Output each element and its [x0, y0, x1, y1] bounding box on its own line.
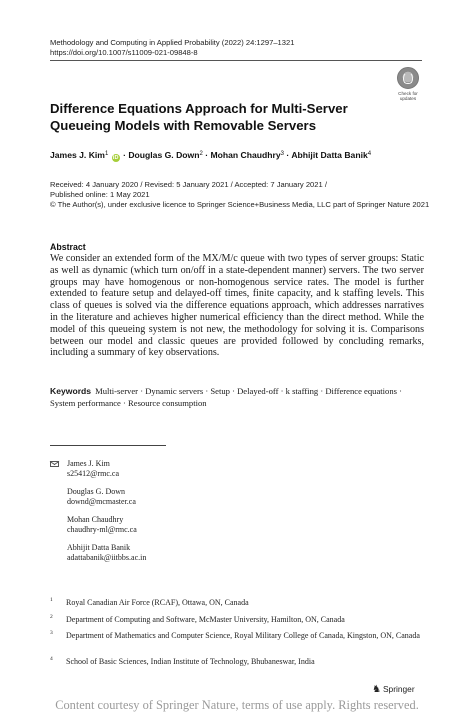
author-affil-ref: 4 — [367, 151, 372, 157]
affiliation-number: 1 — [50, 597, 53, 603]
contact-list — [67, 459, 146, 571]
author-name[interactable]: Mohan Chaudhry — [210, 150, 281, 160]
abstract-heading: Abstract — [50, 242, 86, 252]
affiliation-text: School of Basic Sciences, Indian Institute of Technology, Bhubaneswar, India — [66, 657, 315, 666]
author-affil-ref: 3 — [280, 151, 284, 157]
contact-email[interactable]: adattabanik@iitbbs.ac.in — [67, 553, 147, 562]
author-list — [50, 150, 371, 162]
affiliation-number: 3 — [50, 630, 53, 636]
orcid-icon[interactable]: iD — [112, 155, 119, 161]
contact-name: Abhijit Datta Banik — [67, 543, 131, 552]
keyword: · System performance — [50, 386, 403, 408]
check-updates-label: Check for updates — [398, 91, 418, 101]
contact-entry — [67, 459, 146, 479]
copyright-line: © The Author(s), under exclusive licence to Springer Science+Business Media, LLC part of Springer Nature 2021 — [50, 200, 430, 210]
author-separator: · — [205, 150, 209, 160]
keywords-list — [50, 386, 402, 408]
springer-footer — [372, 684, 415, 695]
contact-name: Mohan Chaudhry — [67, 515, 124, 524]
contact-email[interactable]: chaudhry-ml@rmc.ca — [67, 525, 137, 534]
keyword: · Resource consumption — [120, 397, 207, 408]
contact-entry — [67, 487, 146, 507]
author-separator: · — [286, 150, 290, 160]
author-name[interactable]: Abhijit Datta Banik — [291, 150, 368, 160]
affiliation-text: Royal Canadian Air Force (RCAF), Ottawa, ON, Canada — [66, 598, 249, 607]
affiliation-text: Department of Mathematics and Computer Science, Royal Military College of Canada, Kingston, ON, Canada — [66, 631, 420, 640]
keyword: Multi-server — [95, 386, 139, 396]
publication-dates — [50, 180, 429, 211]
contact-entry — [67, 515, 146, 535]
keywords-block — [50, 386, 424, 409]
keyword: · Setup — [203, 386, 230, 396]
paper-title — [50, 100, 380, 134]
author-affil-ref: 2 — [199, 151, 203, 157]
header-divider — [50, 60, 422, 61]
keywords-heading: Keywords — [50, 386, 92, 396]
publisher-name: Springer — [382, 684, 415, 694]
affiliation-text: Department of Computing and Software, McMaster University, Hamilton, ON, Canada — [66, 615, 345, 624]
journal-header — [50, 38, 294, 58]
contact-name: Douglas G. Down — [67, 487, 125, 496]
author-separator: · — [123, 150, 126, 160]
author-affil-ref: 1 — [104, 151, 109, 157]
keyword: · Dynamic servers — [138, 386, 204, 396]
keyword: · k staffing — [278, 386, 319, 396]
courtesy-banner: Content courtesy of Springer Nature, terms of use apply. Rights reserved. — [55, 698, 419, 712]
affiliation-number: 4 — [50, 656, 53, 662]
contact-email[interactable]: s25412@rmc.ca — [67, 469, 120, 478]
envelope-icon — [50, 461, 59, 467]
author-name[interactable]: James J. Kim — [50, 150, 105, 160]
title-line: Difference Equations Approach for Multi-Server — [50, 101, 348, 116]
author-name[interactable]: Douglas G. Down — [128, 150, 200, 160]
contact-email[interactable]: downd@mcmaster.ca — [67, 497, 136, 506]
doi-link[interactable]: https://doi.org/10.1007/s11009-021-09848-8 — [50, 48, 198, 57]
refresh-icon — [397, 67, 419, 89]
journal-citation: Methodology and Computing in Applied Probability (2022) 24:1297–1321 — [50, 38, 295, 47]
keyword: · Delayed-off — [229, 386, 279, 396]
contact-entry — [67, 543, 146, 563]
check-for-updates-badge[interactable] — [394, 67, 422, 101]
abstract-text: We consider an extended form of the MX/M/c queue with two types of server groups: Static as well as dynamic (which turn on/off in a state-dependent manner) servers. The two server groups may have homogenous or non-homogenous service rates. The model is further extended to feature setup and delayed-off times, finite capacity, and k staffing levels. This class of queues is solved via the difference equations approach, which addresses narratives in the literature and achieves higher numerical efficiency than the direct method. While the model of this queueing system is not new, the methodology for solving it is. Comparisons between our model and classic queues are provided followed by concluding remarks, including a summary of key observations. — [50, 253, 424, 359]
keyword: · Difference equations — [318, 386, 397, 396]
footnote-divider — [50, 445, 166, 446]
contact-name: James J. Kim — [67, 459, 110, 468]
dates-line: Received: 4 January 2020 / Revised: 5 January 2021 / Accepted: 7 January 2021 / — [50, 180, 327, 189]
title-line: Queueing Models with Removable Servers — [50, 118, 317, 133]
dates-line: Published online: 1 May 2021 — [50, 190, 150, 200]
affiliation-number: 2 — [50, 614, 53, 620]
springer-horse-icon: ♞ — [372, 684, 381, 695]
